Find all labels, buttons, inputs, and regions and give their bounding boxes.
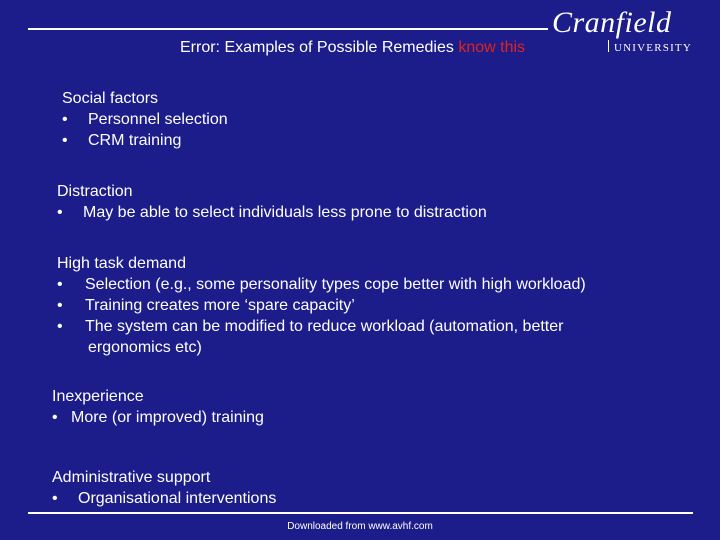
item-text: More (or improved) training bbox=[71, 409, 264, 426]
list-item bbox=[57, 202, 487, 223]
list-item bbox=[62, 109, 228, 130]
footer-source: Downloaded from www.avhf.com bbox=[287, 521, 433, 532]
item-text: Organisational interventions bbox=[78, 490, 277, 507]
bullet: • bbox=[57, 297, 63, 314]
list-item bbox=[52, 407, 264, 428]
section-social-factors bbox=[62, 88, 228, 151]
section-distraction bbox=[57, 181, 487, 223]
list-item bbox=[57, 316, 586, 337]
section-administrative-support bbox=[52, 467, 276, 509]
cranfield-logo bbox=[548, 6, 698, 56]
list-item bbox=[62, 130, 228, 151]
bullet: • bbox=[57, 276, 63, 293]
bullet: • bbox=[57, 204, 63, 221]
section-heading: Administrative support bbox=[52, 469, 211, 486]
logo-divider bbox=[608, 40, 609, 52]
item-text: Personnel selection bbox=[88, 111, 228, 128]
bullet: • bbox=[62, 111, 68, 128]
section-heading: Inexperience bbox=[52, 388, 144, 405]
logo-name: Cranfield bbox=[552, 6, 672, 39]
item-text: The system can be modified to reduce workload (automation, better bbox=[85, 318, 564, 335]
list-item bbox=[52, 488, 276, 509]
item-text: CRM training bbox=[88, 132, 182, 149]
section-high-task-demand bbox=[57, 253, 586, 358]
title-highlight: know this bbox=[458, 39, 526, 56]
section-heading: Social factors bbox=[62, 90, 159, 107]
item-text: Selection (e.g., some personality types cope better with high workload) bbox=[85, 276, 586, 293]
bullet: • bbox=[52, 409, 58, 426]
footer-rule bbox=[28, 512, 693, 514]
title-main: Error: Examples of Possible Remedies bbox=[180, 39, 454, 56]
header-rule bbox=[28, 28, 548, 30]
list-item bbox=[57, 274, 586, 295]
item-continuation: ergonomics etc) bbox=[88, 339, 202, 356]
list-item bbox=[57, 295, 586, 316]
section-inexperience bbox=[52, 386, 264, 428]
bullet: • bbox=[57, 318, 63, 335]
bullet: • bbox=[62, 132, 68, 149]
item-text: Training creates more ‘spare capacity’ bbox=[85, 297, 355, 314]
slide-title bbox=[180, 39, 525, 57]
bullet: • bbox=[52, 490, 58, 507]
item-text: May be able to select individuals less prone to distraction bbox=[83, 204, 487, 221]
section-heading: Distraction bbox=[57, 183, 133, 200]
logo-subtitle: UNIVERSITY bbox=[614, 42, 692, 54]
section-heading: High task demand bbox=[57, 255, 186, 272]
